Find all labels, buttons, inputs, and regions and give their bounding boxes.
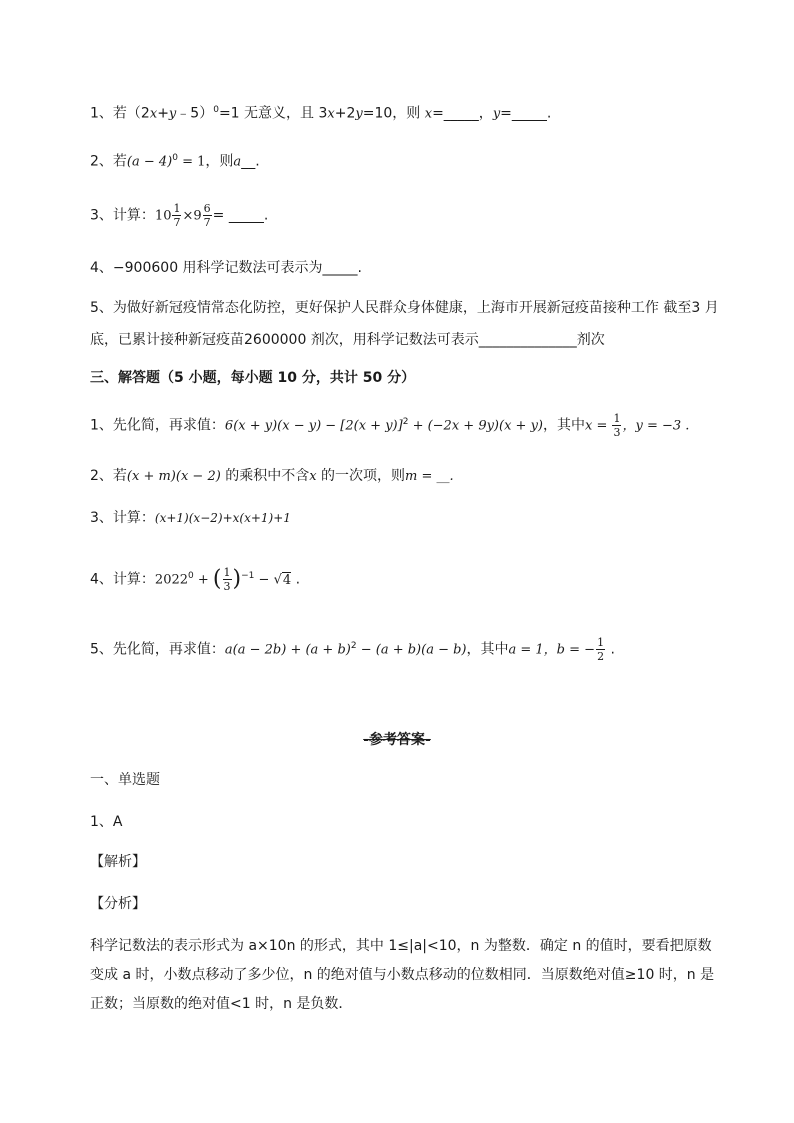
solve-q5: 5、先化简，再求值：$a(a - 2b) + (a + b)^2 - (a + b)(a - b)$，其中a = 1，b = − $\frac{1}{2}$ . <box>90 636 615 664</box>
fenxi-label: 【分析】 <box>90 896 146 912</box>
fill-q2: 2、若$(a - 4)^0 = 1$，则a__. <box>90 153 260 170</box>
fill-q3: 3、计算：10 $\frac{1}{7}$ ×9 $\frac{6}{7}$ = _____. <box>90 202 269 229</box>
fraction: $\frac{1}{7}$ <box>173 202 181 229</box>
answer-1: 1、A <box>90 814 123 830</box>
section-heading: 三、解答题（5 小题，每小题 10 分，共计 50 分） <box>90 370 416 386</box>
fill-q4: 4、−900600 用科学记数法可表示为_____. <box>90 260 362 276</box>
solve-q1: 1、先化简，再求值：$6(x + y)(x - y) - [2(x + y)]^2 + (-2x + 9y)(x + y)$，其中x = $\frac{1}{3}$ ，y = −3 . <box>90 412 690 440</box>
fraction: $\frac{1}{3}$ <box>223 566 231 594</box>
solve-q4: 4、计算：$2022^0$ + ( $\frac{1}{3}$ )$^{-1}$ − √4 . <box>90 566 301 594</box>
fraction: $\frac{6}{7}$ <box>203 202 211 229</box>
answer-section: 一、单选题 <box>90 772 160 788</box>
fill-q5: 5、为做好新冠疫情常态化防控，更好保护人民群众身体健康，上海市开展新冠疫苗接种工作 截至3 月底，已累计接种新冠疫苗2600000 剂次，用科学记数法可表示______________剂次 <box>90 300 719 348</box>
analysis-paragraph: 科学记数法的表示形式为 a×10n 的形式，其中 1≤|a|<10，n 为整数．确定 n 的值时，要看把原数变成 a 时，小数点移动了多少位，n 的绝对值与小数点移动的位数相同．当原数绝对值≥10 时，n 是正数；当原数的绝对值<1 时，n 是负数． <box>90 938 715 1012</box>
solve-q2: 2、若(x + m)(x − 2) 的乘积中不含x 的一次项，则m = __. <box>90 468 454 484</box>
answer-title: -参考答案- <box>363 732 431 748</box>
analysis-label: 【解析】 <box>90 854 146 870</box>
fraction: $\frac{1}{2}$ <box>597 636 605 664</box>
solve-q3: 3、计算：(x+1)(x−2)+x(x+1)+1 <box>90 510 291 526</box>
fill-q1: 1、若（2x+y﹣5）$^0$=1 无意义，且 3x+2y=10，则 x=_____，y=_____. <box>90 105 552 122</box>
fraction: $\frac{1}{3}$ <box>613 412 621 440</box>
